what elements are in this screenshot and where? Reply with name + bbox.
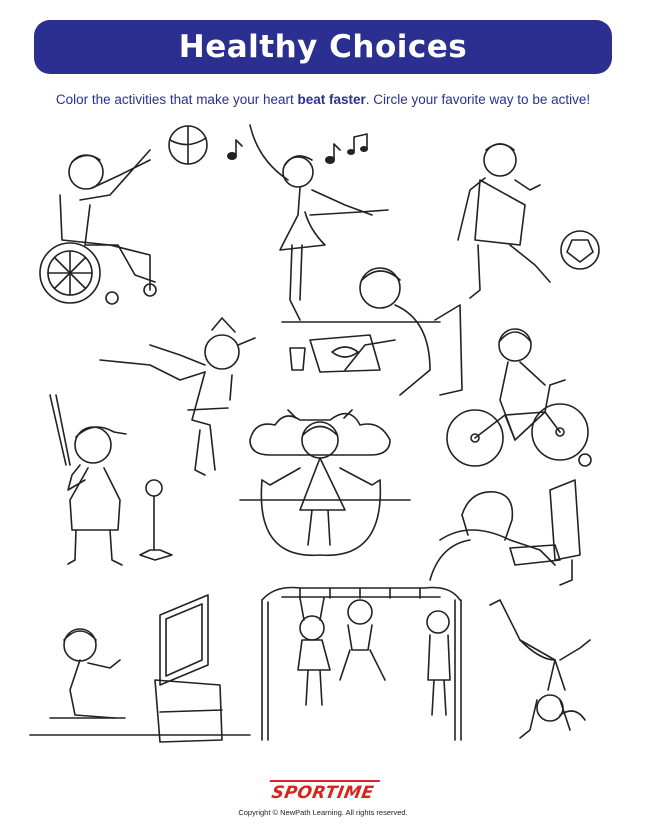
tv-watcher-icon [30, 595, 250, 742]
wheelchair-basketball-icon [40, 126, 207, 304]
monkey-bars-kids-icon [262, 588, 461, 741]
sportime-logo [0, 780, 646, 803]
music-notes-icon [227, 134, 368, 164]
computer-user-icon [430, 480, 580, 585]
cartwheel-kid-icon [490, 600, 590, 738]
jump-rope-girl-icon [240, 410, 410, 555]
instructions [0, 92, 646, 107]
copyright: Copyright © NewPath Learning. All rights reserved. [238, 808, 408, 817]
karate-kid-icon [100, 318, 255, 475]
page-title: Healthy Choices [178, 29, 468, 65]
baseball-batter-icon [50, 395, 172, 565]
bicycle-rider-icon [447, 329, 591, 466]
soccer-player-icon [458, 144, 599, 298]
logo-text: SPORTIME [266, 780, 380, 803]
title-banner [34, 20, 612, 74]
instructions-emphasis: beat faster [297, 92, 366, 107]
coloring-illustration [0, 110, 646, 750]
ballet-dancer-icon [250, 125, 388, 320]
instructions-text: Color the activities that make your heart [55, 92, 298, 107]
drawing-child-icon [282, 268, 462, 395]
instructions-text-end: . Circle your favorite way to be active! [365, 92, 591, 107]
